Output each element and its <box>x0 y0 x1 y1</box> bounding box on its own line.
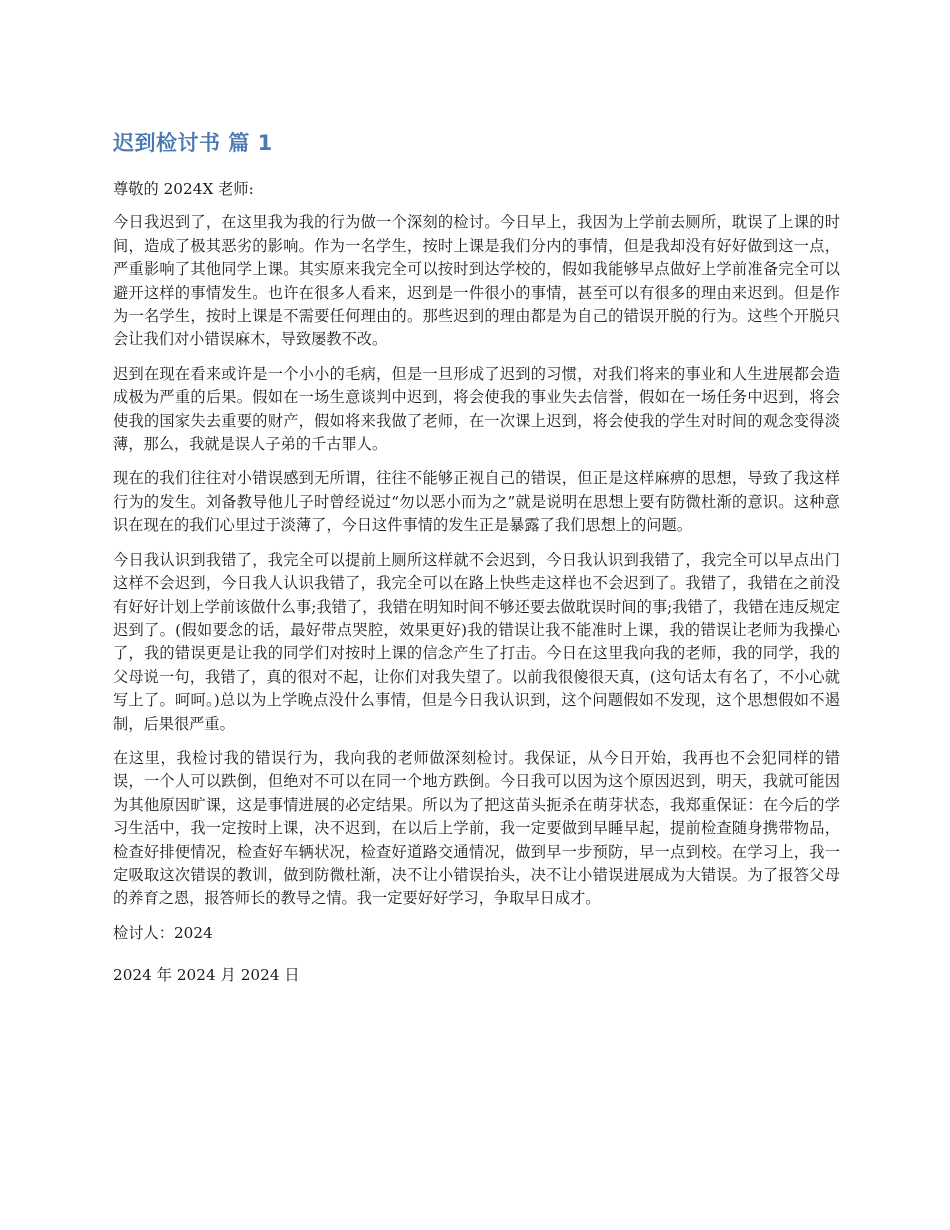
paragraph-1: 今日我迟到了，在这里我为我的行为做一个深刻的检讨。今日早上，我因为上学前去厕所，耽误了上课的时间，造成了极其恶劣的影响。作为一名学生，按时上课是我们分内的事情，但是我却没有好好做到这一点，严重影响了其他同学上课。其实原来我完全可以按时到达学校的，假如我能够早点做好上学前准备完全可以避开这样的事情发生。也许在很多人看来，迟到是一件很小的事情，甚至可以有很多的理由来迟到。但是作为一名学生，按时上课是不需要任何理由的。那些迟到的理由都是为自己的错误开脱的行为。这些个开脱只会让我们对小错误麻木，导致屡教不改。 <box>113 213 840 349</box>
signer-line: 检讨人：2024 <box>113 923 213 942</box>
paragraph-3: 现在的我们往往对小错误感到无所谓，往往不能够正视自己的错误，但正是这样麻痹的思想，导致了我这样行为的发生。刘备教导他儿子时曾经说过“勿以恶小而为之”就是说明在思想上要有防微杜渐的意识。这种意识在现在的我们心里过于淡薄了，今日这件事情的发生正是暴露了我们思想上的问题。 <box>113 469 840 535</box>
date-line: 2024 年 2024 月 2024 日 <box>113 966 300 985</box>
document-title: 迟到检讨书 篇 1 <box>113 131 273 155</box>
paragraph-4: 今日我认识到我错了，我完全可以提前上厕所这样就不会迟到，今日我认识到我错了，我完全可以早点出门这样不会迟到，今日我人认识我错了，我完全可以在路上快些走这样也不会迟到了。我错了，我错在之前没有好好计划上学前该做什么事;我错了，我错在明知时间不够还要去做耽误时间的事;我错了，我错在违反规定迟到了。(假如要念的话，最好带点哭腔，效果更好)我的错误让我不能准时上课，我的错误让老师为我操心了，我的错误更是让我的同学们对按时上课的信念产生了打击。今日在这里我向我的老师，我的同学，我的父母说一句，我错了，真的很对不起，让你们对我失望了。以前我很傻很天真，(这句话太有名了，不小心就写上了。呵呵。)总以为上学晚点没什么事情，但是今日我认识到，这个问题假如不发现，这个思想假如不遏制，后果很严重。 <box>113 550 840 733</box>
salutation: 尊敬的 2024X 老师: <box>113 180 254 198</box>
document-page <box>113 128 840 999</box>
paragraph-5: 在这里，我检讨我的错误行为，我向我的老师做深刻检讨。我保证，从今日开始，我再也不会犯同样的错误，一个人可以跌倒，但绝对不可以在同一个地方跌倒。今日我可以因为这个原因迟到，明天，我就可能因为其他原因旷课，这是事情进展的必定结果。所以为了把这苗头扼杀在萌芽状态，我郑重保证：在今后的学习生活中，我一定按时上课，决不迟到，在以后上学前，我一定要做到早睡早起，提前检查随身携带物品，检查好排便情况，检查好车辆状况，检查好道路交通情况，做到早一步预防，早一点到校。在学习上，我一定吸取这次错误的教训，做到防微杜渐，决不让小错误抬头，决不让小错误进展成为大错误。为了报答父母的养育之恩，报答师长的教导之情。我一定要好好学习，争取早日成才。 <box>113 748 840 908</box>
paragraph-2: 迟到在现在看来或许是一个小小的毛病，但是一旦形成了迟到的习惯，对我们将来的事业和人生进展都会造成极为严重的后果。假如在一场生意谈判中迟到，将会使我的事业失去信誉，假如在一场任务中迟到，将会使我的国家失去重要的财产，假如将来我做了老师，在一次课上迟到，将会使我的学生对时间的观念变得淡薄，那么，我就是误人子弟的千古罪人。 <box>113 364 840 454</box>
